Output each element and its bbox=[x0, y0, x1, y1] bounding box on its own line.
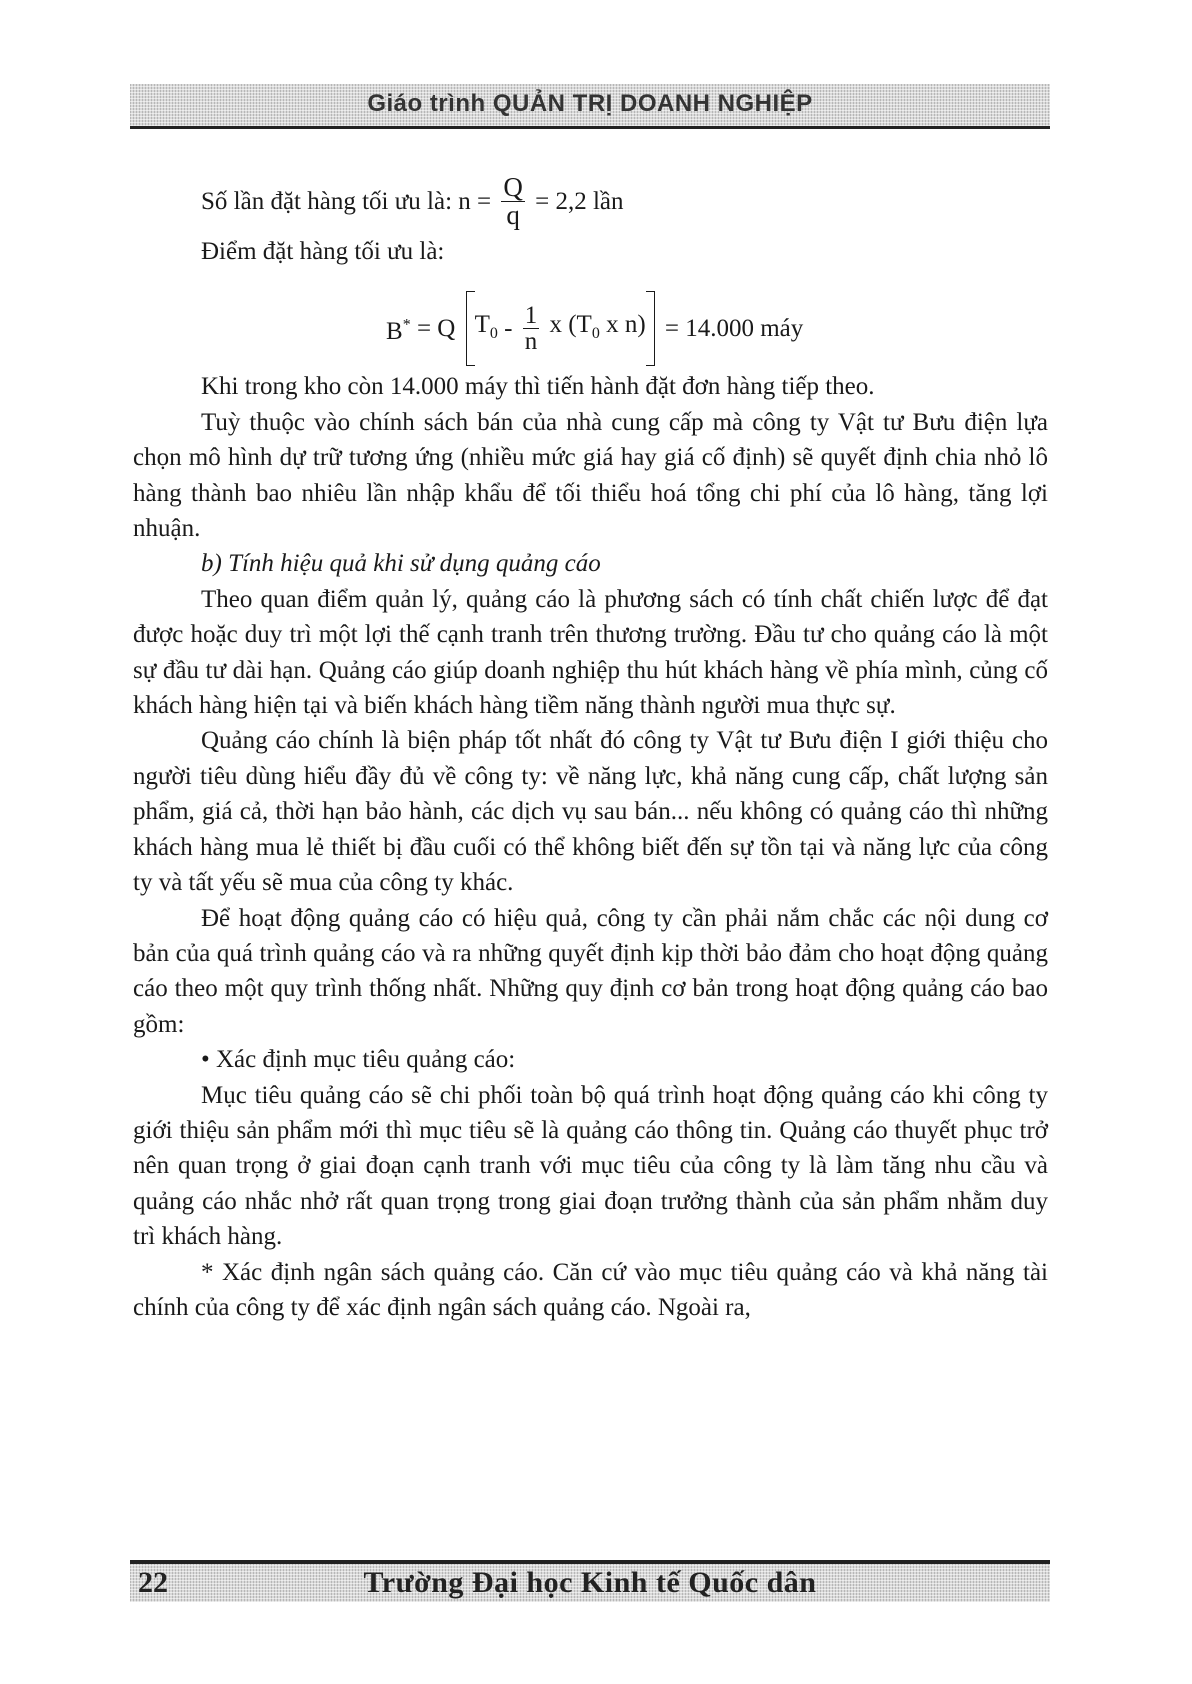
formula-order-count-label: Số lần đặt hàng tối ưu là: n = bbox=[201, 187, 492, 215]
formula-paren-sub: 0 bbox=[591, 324, 600, 342]
paragraph-4: Quảng cáo chính là biện pháp tốt nhất đó công ty Vật tư Bưu điện I giới thiệu cho người tiêu dùng hiểu đầy đủ về công ty: về năng lực, khả năng cung cấp, chất lượng sản phẩm, giá cả, thời hạn bảo hành, các dịch vụ sau bán... nếu không có quảng cáo thì những khách hàng mua lẻ thiết bị đầu cuối có thể không biết đến sự tồn tại và năng lực của công ty và tất yếu sẽ mua của công ty khác. bbox=[133, 727, 1048, 897]
paragraph-7: * Xác định ngân sách quảng cáo. Căn cứ vào mục tiêu quảng cáo và khả năng tài chính của công ty để xác định ngân sách quảng cáo. Ngoài ra, bbox=[133, 1258, 1048, 1321]
fraction-denominator: q bbox=[506, 200, 520, 230]
formula-lhs bbox=[386, 318, 411, 345]
formula-paren-rest: x n) bbox=[606, 310, 646, 338]
footer-band bbox=[130, 1560, 1050, 1602]
page-content bbox=[133, 168, 1048, 1325]
page-number: 22 bbox=[138, 1566, 168, 1599]
footer-institution: Trường Đại học Kinh tế Quốc dân bbox=[363, 1566, 817, 1599]
formula-reorder-result: = 14.000 máy bbox=[664, 315, 804, 343]
formula-t0-sub: 0 bbox=[489, 324, 498, 342]
section-heading-b: b) Tính hiệu quả khi sử dụng quảng cáo bbox=[201, 550, 601, 578]
fraction-numerator: Q bbox=[503, 172, 523, 202]
formula-minus: - bbox=[504, 315, 513, 343]
header-band bbox=[130, 84, 1050, 129]
paragraph-6: Mục tiêu quảng cáo sẽ chi phối toàn bộ quá trình hoạt động quảng cáo khi công ty giới thiệu sản phẩm mới thì mục tiêu sẽ là quảng cáo thông tin. Quảng cáo thuyết phục trở nên quan trọng ở giai đoạn cạnh tranh với mục tiêu của công ty là làm tăng nhu cầu và quảng cáo nhắc nhở rất quan trọng trong giai đoạn trưởng thành của sản phẩm nhằm duy trì khách hàng. bbox=[133, 1081, 1048, 1251]
formula-order-count-result: = 2,2 lần bbox=[535, 187, 624, 215]
paragraph-5: Để hoạt động quảng cáo có hiệu quả, công ty cần phải nắm chắc các nội dung cơ bản của quá trình quảng cáo và ra những quyết định kịp thời bảo đảm cho hoạt động quảng cáo theo một quy trình thống nhất. Những quy định cơ bản trong hoạt động quảng cáo bao gồm: bbox=[133, 904, 1048, 1038]
fraction-numerator: 1 bbox=[524, 302, 538, 330]
fraction-denominator: n bbox=[524, 328, 538, 356]
paragraph-2: Tuỳ thuộc vào chính sách bán của nhà cung cấp mà công ty Vật tư Bưu điện lựa chọn mô hình dự trữ tương ứng (nhiều mức giá hay giá cố định) sẽ quyết định chia nhỏ lô hàng thành bao nhiêu lần nhập khẩu để tối thiểu hoá tổng chi phí của lô hàng, tăng lợi nhuận. bbox=[133, 408, 1048, 543]
bullet-item: • Xác định mục tiêu quảng cáo: bbox=[201, 1046, 516, 1074]
formula-t0 bbox=[474, 310, 498, 342]
formula-order-count bbox=[133, 168, 1048, 234]
formula-eq: = Q bbox=[416, 315, 456, 343]
header-title: Giáo trình QUẢN TRỊ DOANH NGHIỆP bbox=[367, 90, 813, 117]
formula-t0-symbol: T bbox=[474, 310, 490, 338]
paragraph-3: Theo quan điểm quản lý, quảng cáo là phương sách có tính chất chiến lược để đạt được hoặc duy trì một lợi thế cạnh tranh trên thương trường. Đầu tư cho quảng cáo là một sự đầu tư dài hạn. Quảng cáo giúp doanh nghiệp thu hút khách hàng về phía mình, củng cố khách hàng hiện tại và biến khách hàng tiềm năng thành người mua thực sự. bbox=[133, 585, 1048, 720]
fraction-1-over-n bbox=[523, 303, 540, 354]
formula-reorder-point bbox=[133, 281, 1048, 369]
fraction-q-over-q bbox=[501, 174, 525, 229]
formula-paren-open: x (T bbox=[549, 310, 592, 338]
paragraph-1: Khi trong kho còn 14.000 máy thì tiến hành đặt đơn hàng tiếp theo. bbox=[201, 373, 875, 401]
formula-lhs-symbol: B bbox=[386, 318, 403, 346]
formula-bracket bbox=[466, 291, 655, 366]
formula-lhs-sup: * bbox=[402, 317, 411, 335]
formula-paren bbox=[549, 310, 646, 342]
line-optimal-point: Điểm đặt hàng tối ưu là: bbox=[201, 238, 445, 265]
